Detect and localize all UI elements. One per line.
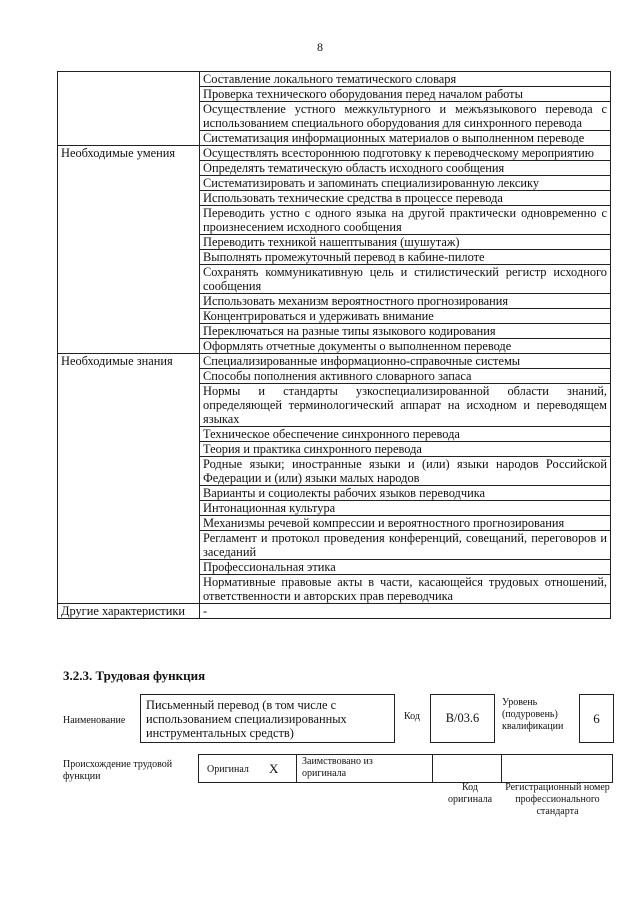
name-field: [140, 694, 395, 743]
code-value: B/03.6: [445, 711, 480, 725]
table-cell: Теория и практика синхронного перевода: [200, 442, 611, 457]
original-label: Оригинал: [207, 764, 249, 775]
table-cell: Осуществлять всестороннюю подготовку к переводческому мероприятию: [200, 146, 611, 161]
table-cell: Концентрироваться и удерживать внимание: [200, 309, 611, 324]
level-field: [579, 694, 614, 743]
name-label: Наименование: [63, 715, 126, 726]
table-cell: Сохранять коммуникативную цель и стилистический регистр исходного сообщения: [200, 265, 611, 294]
table-cell: Использовать механизм вероятностного прогнозирования: [200, 294, 611, 309]
table-cell: Специализированные информационно-справочные системы: [200, 354, 611, 369]
table-cell: Проверка технического оборудования перед началом работы: [200, 87, 611, 102]
table-cell: Варианты и социолекты рабочих языков переводчика: [200, 486, 611, 501]
origin-label: Происхождение трудовой функции: [63, 759, 173, 782]
table-row: [58, 604, 611, 619]
table-cell: Нормативные правовые акты в части, касающейся трудовых отношений, ответственности и авторских прав переводчика: [200, 575, 611, 604]
origin-code-caption: Код оригинала: [447, 782, 493, 805]
level-label: Уровень (подуровень) квалификации: [502, 697, 564, 732]
row-group-label: Необходимые знания: [58, 354, 200, 604]
table-row: [58, 354, 611, 369]
table-cell: -: [200, 604, 611, 619]
requirements-table: [57, 71, 611, 619]
table-cell: Определять тематическую область исходного сообщения: [200, 161, 611, 176]
table-cell: Систематизировать и запоминать специализированную лексику: [200, 176, 611, 191]
table-cell: Составление локального тематического словаря: [200, 72, 611, 87]
code-field: [430, 694, 495, 743]
original-mark: X: [269, 761, 279, 776]
code-label: Код: [404, 711, 420, 722]
table-row: [58, 72, 611, 87]
table-cell: Родные языки; иностранные языки и (или) языки народов Российской Федерации и (или) языки малых народов: [200, 457, 611, 486]
table-cell: Переключаться на разные типы языкового кодирования: [200, 324, 611, 339]
row-group-label: [58, 72, 200, 146]
level-value: 6: [593, 710, 600, 726]
reg-number-caption: Регистрационный номер профессионального стандарта: [505, 782, 610, 817]
table-cell: Оформлять отчетные документы о выполненном переводе: [200, 339, 611, 354]
table-cell: Техническое обеспечение синхронного перевода: [200, 427, 611, 442]
page-number: 8: [317, 40, 323, 54]
table-cell: Механизмы речевой компрессии и вероятностного прогнозирования: [200, 516, 611, 531]
row-group-label: Другие характеристики: [58, 604, 200, 619]
section-title: 3.2.3. Трудовая функция: [63, 668, 206, 683]
table-cell: Переводить устно с одного языка на другой практически одновременно с произнесением исходного сообщения: [200, 206, 611, 235]
origin-row: [198, 754, 613, 783]
table-cell: Осуществление устного межкультурного и межъязыкового перевода с использованием специального оборудования для синхронного перевода: [200, 102, 611, 131]
table-row: [58, 146, 611, 161]
table-cell: Интонационная культура: [200, 501, 611, 516]
name-value: Письменный перевод (в том числе с использованием специализированных инструментальных средств): [146, 698, 347, 740]
table-cell: Выполнять промежуточный перевод в кабине-пилоте: [200, 250, 611, 265]
table-cell: Регламент и протокол проведения конференций, совещаний, переговоров и заседаний: [200, 531, 611, 560]
table-cell: Переводить техникой нашептывания (шушутаж): [200, 235, 611, 250]
table-cell: Нормы и стандарты узкоспециализированной области знаний, определяющей терминологический аппарат на исходном и переводящем языках: [200, 384, 611, 427]
table-cell: Способы пополнения активного словарного запаса: [200, 369, 611, 384]
borrowed-label: Заимствовано из оригинала: [302, 756, 373, 779]
row-group-label: Необходимые умения: [58, 146, 200, 354]
table-cell: Использовать технические средства в процессе перевода: [200, 191, 611, 206]
table-cell: Профессиональная этика: [200, 560, 611, 575]
table-cell: Систематизация информационных материалов о выполненном переводе: [200, 131, 611, 146]
